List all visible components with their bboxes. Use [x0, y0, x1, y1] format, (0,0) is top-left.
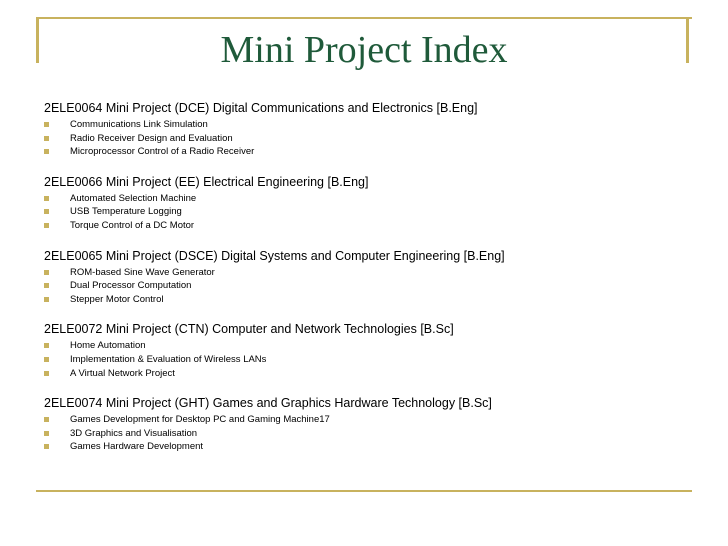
list-item-text: 3D Graphics and Visualisation [70, 427, 198, 439]
list-item [44, 413, 704, 427]
list-item [44, 219, 704, 233]
course-heading: 2ELE0072 Mini Project (CTN) Computer and Network Technologies [B.Sc] [44, 322, 454, 337]
square-bullet-icon [44, 371, 49, 376]
list-item-text: A Virtual Network Project [70, 367, 175, 379]
bottom-rule [36, 490, 692, 492]
list-item [44, 427, 704, 441]
list-item-text: ROM-based Sine Wave Generator [70, 266, 215, 278]
square-bullet-icon [44, 431, 49, 436]
square-bullet-icon [44, 223, 49, 228]
list-item [44, 293, 704, 307]
list-item-text: Communications Link Simulation [70, 119, 208, 130]
list-item [44, 339, 704, 353]
list-item [44, 132, 704, 146]
list-item-text: Stepper Motor Control [70, 293, 164, 305]
square-bullet-icon [44, 444, 49, 449]
course-list [44, 100, 704, 469]
list-item [44, 145, 704, 159]
course-section [44, 321, 704, 380]
list-item-text: USB Temperature Logging [70, 206, 182, 218]
list-item-text: Radio Receiver Design and Evaluation [70, 132, 233, 144]
square-bullet-icon [44, 417, 49, 422]
square-bullet-icon [44, 196, 49, 201]
course-section [44, 174, 704, 233]
square-bullet-icon [44, 297, 49, 302]
square-bullet-icon [44, 270, 49, 275]
course-heading: 2ELE0064 Mini Project (DCE) Digital Communications and Electronics [B.Eng] [44, 101, 478, 115]
list-item [44, 205, 704, 219]
slide-title: Mini Project Index [220, 29, 508, 71]
course-section [44, 248, 704, 307]
list-item-text: Games Development for Desktop PC and Gaming Machine17 [70, 414, 330, 426]
list-item-text: Home Automation [70, 340, 146, 352]
square-bullet-icon [44, 149, 49, 154]
list-item-text: Torque Control of a DC Motor [70, 219, 195, 231]
list-item [44, 279, 704, 293]
list-item-text: Games Hardware Development [70, 441, 204, 453]
course-heading: 2ELE0074 Mini Project (GHT) Games and Graphics Hardware Technology [B.Sc] [44, 396, 492, 411]
square-bullet-icon [44, 283, 49, 288]
square-bullet-icon [44, 122, 49, 127]
list-item [44, 192, 704, 206]
list-item [44, 353, 704, 367]
course-heading: 2ELE0065 Mini Project (DSCE) Digital Systems and Computer Engineering [B.Eng] [44, 248, 505, 263]
list-item-text: Implementation & Evaluation of Wireless LANs [70, 353, 267, 365]
square-bullet-icon [44, 136, 49, 141]
list-item-text: Microprocessor Control of a Radio Receiver [70, 146, 255, 158]
square-bullet-icon [44, 357, 49, 362]
course-heading: 2ELE0066 Mini Project (EE) Electrical Engineering [B.Eng] [44, 174, 369, 189]
list-item [44, 367, 704, 381]
list-item [44, 266, 704, 280]
list-item [44, 440, 704, 454]
list-item [44, 118, 704, 132]
square-bullet-icon [44, 209, 49, 214]
course-section [44, 395, 704, 454]
course-section [44, 100, 704, 159]
list-item-text: Automated Selection Machine [70, 192, 197, 204]
square-bullet-icon [44, 343, 49, 348]
top-rule [36, 17, 692, 19]
list-item-text: Dual Processor Computation [70, 280, 192, 292]
